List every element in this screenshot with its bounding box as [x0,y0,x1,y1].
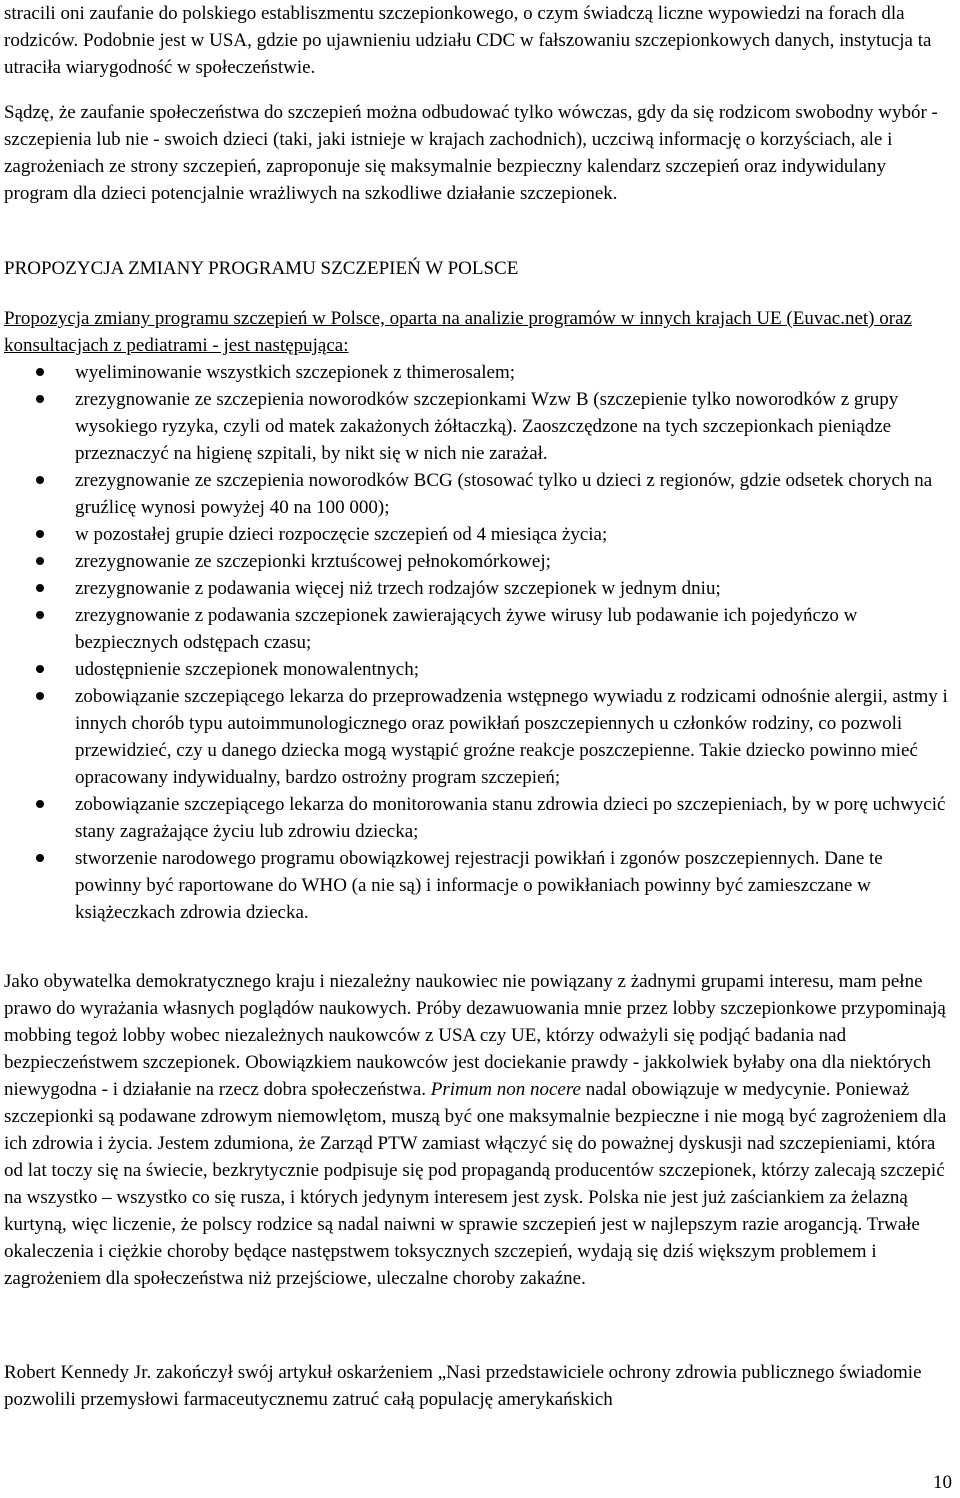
citizen-paragraph-text-start: Jako obywatelka demokratycznego kraju i niezależny naukowiec nie powiązany z żadnymi grupami interesu, mam pełne prawo do wyrażania własnych poglądów naukowych. Próby dezawuowania mnie przez lobby szczepionkowe przypominają mobbing tegoż lobby wobec niezależnych naukowców z USA czy UE, którzy odważyli się podjąć badania nad bezpieczeństwem szczepionek. Obowiązkiem naukowców jest dociekanie prawdy - jakkolwiek byłaby ona dla niektórych niewygodna - i działanie na rzecz dobra społeczeństwa. [4,971,946,1100]
list-item-text: zrezygnowanie ze szczepienia noworodków BCG (stosować tylko u dzieci z regionów, gdzie odsetek chorych na gruźlicę wynosi powyżej 40 na 100 000); [75,470,933,518]
list-item-text: zrezygnowanie ze szczepionki krztuścowej pełnokomórkowej; [75,551,551,572]
list-item-text: zrezygnowanie ze szczepienia noworodków szczepionkami Wzw B (szczepienie tylko noworodków z grupy wysokiego ryzyka, czyli od matek zakażonych żółtaczką). Zaoszczędzone na tych szczepionkach pieniądze przeznaczyć na higienę szpitali, by nikt się w nich nie zarażał. [75,389,899,464]
list-item [0,575,950,602]
citizen-paragraph [4,968,950,1292]
proposal-list [0,359,950,926]
list-item [0,386,950,467]
bullet-icon [36,476,44,484]
list-item [0,467,950,521]
list-item-text: udostępnienie szczepionek monowalentnych; [75,659,420,680]
bullet-icon [36,854,44,862]
list-item-text: zobowiązanie szczepiącego lekarza do przeprowadzenia wstępnego wywiadu z rodzicami odnośnie alergii, astmy i innych chorób typu autoimmunologicznego oraz powikłań poszczepiennych u członków rodziny, co pozwoli przewidzieć, czy u danego dziecka mogą wystąpić groźne reakcje poszczepienne. Takie dziecko powinno mieć opracowany indywidualny, bardzo ostrożny program szczepień; [75,686,948,788]
list-item-text: zrezygnowanie z podawania więcej niż trzech rodzajów szczepionek w jednym dniu; [75,578,721,599]
list-item [0,845,950,926]
list-item [0,359,950,386]
proposal-intro: Propozycja zmiany programu szczepień w Polsce, oparta na analizie programów w innych krajach UE (Euvac.net) oraz konsultacjach z pediatrami - jest następująca: [4,308,912,356]
list-item-text: wyeliminowanie wszystkich szczepionek z thimerosalem; [75,362,516,383]
bullet-icon [36,611,44,619]
bullet-icon [36,530,44,538]
list-item [0,602,950,656]
list-item [0,656,950,683]
list-item-text: zrezygnowanie z podawania szczepionek zawierających żywe wirusy lub podawanie ich pojedyńczo w bezpiecznych odstępach czasu; [75,605,858,653]
intro-paragraph: stracili oni zaufanie do polskiego establiszmentu szczepionkowego, o czym świadczą liczne wypowiedzi na forach dla rodziców. Podobnie jest w USA, gdzie po ujawnieniu udziału CDC w fałszowaniu szczepionkowych danych, instytucja ta utraciła wiarygodność w społeczeństwie. [4,3,932,78]
bullet-icon [36,557,44,565]
bullet-icon [36,368,44,376]
bullet-icon [36,395,44,403]
list-item [0,521,950,548]
bullet-icon [36,692,44,700]
list-item-text: zobowiązanie szczepiącego lekarza do monitorowania stanu zdrowia dzieci po szczepieniach, by w porę uchwycić stany zagrażające życiu lub zdrowiu dziecka; [75,794,946,842]
list-item [0,548,950,575]
list-item [0,683,950,791]
bullet-icon [36,584,44,592]
bullet-icon [36,665,44,673]
bullet-icon [36,800,44,808]
trust-paragraph: Sądzę, że zaufanie społeczeństwa do szczepień można odbudować tylko wówczas, gdy da się rodzicom swobodny wybór - szczepienia lub nie - swoich dzieci (taki, jaki istnieje w krajach zachodnich), uczciwą informację o korzyściach, ale i zagrożeniach ze strony szczepień, zaproponuje się maksymalnie bezpieczny kalendarz szczepień oraz indywidulany program dla dzieci potencjalnie wrażliwych na szkodliwe działanie szczepionek. [4,102,938,204]
proposal-heading: PROPOZYCJA ZMIANY PROGRAMU SZCZEPIEŃ W POLSCE [4,258,519,279]
latin-phrase: Primum non nocere [430,1079,581,1100]
list-item-text: w pozostałej grupie dzieci rozpoczęcie szczepień od 4 miesiąca życia; [75,524,608,545]
list-item [0,791,950,845]
list-item-text: stworzenie narodowego programu obowiązkowej rejestracji powikłań i zgonów poszczepiennych. Dane te powinny być raportowane do WHO (a nie są) i informacje o powikłaniach powinny być zamieszczane w książeczkach zdrowia dziecka. [75,848,883,923]
kennedy-paragraph: Robert Kennedy Jr. zakończył swój artykuł oskarżeniem „Nasi przedstawiciele ochrony zdrowia publicznego świadomie pozwolili przemysłowi farmaceutycznemu zatruć całą populację amerykańskich [4,1362,922,1410]
page-number: 10 [933,1472,952,1493]
citizen-paragraph-text-end: nadal obowiązuje w medycynie. Ponieważ szczepionki są podawane zdrowym niemowlętom, muszą być one maksymalnie bezpieczne i nie mogą być zagrożeniem dla ich zdrowia i życia. Jestem zdumiona, że Zarząd PTW zamiast włączyć się do poważnej dyskusji nad szczepieniami, która od lat toczy się na świecie, bezkrytycznie podpisuje się pod propagandą producentów szczepionek, którzy zalecają szczepić na wszystko – wszystko co się rusza, i których jedynym interesem jest zysk. Polska nie jest już zaściankiem za żelazną kurtyną, więc liczenie, że polscy rodzice są nadal naiwni w sprawie szczepień jest w najlepszym razie arogancją. Trwałe okaleczenia i ciężkie choroby będące następstwem toksycznych szczepień, wydają się dziś większym problemem i zagrożeniem dla społeczeństwa niż przejściowe, uleczalne choroby zakaźne. [4,1079,947,1289]
